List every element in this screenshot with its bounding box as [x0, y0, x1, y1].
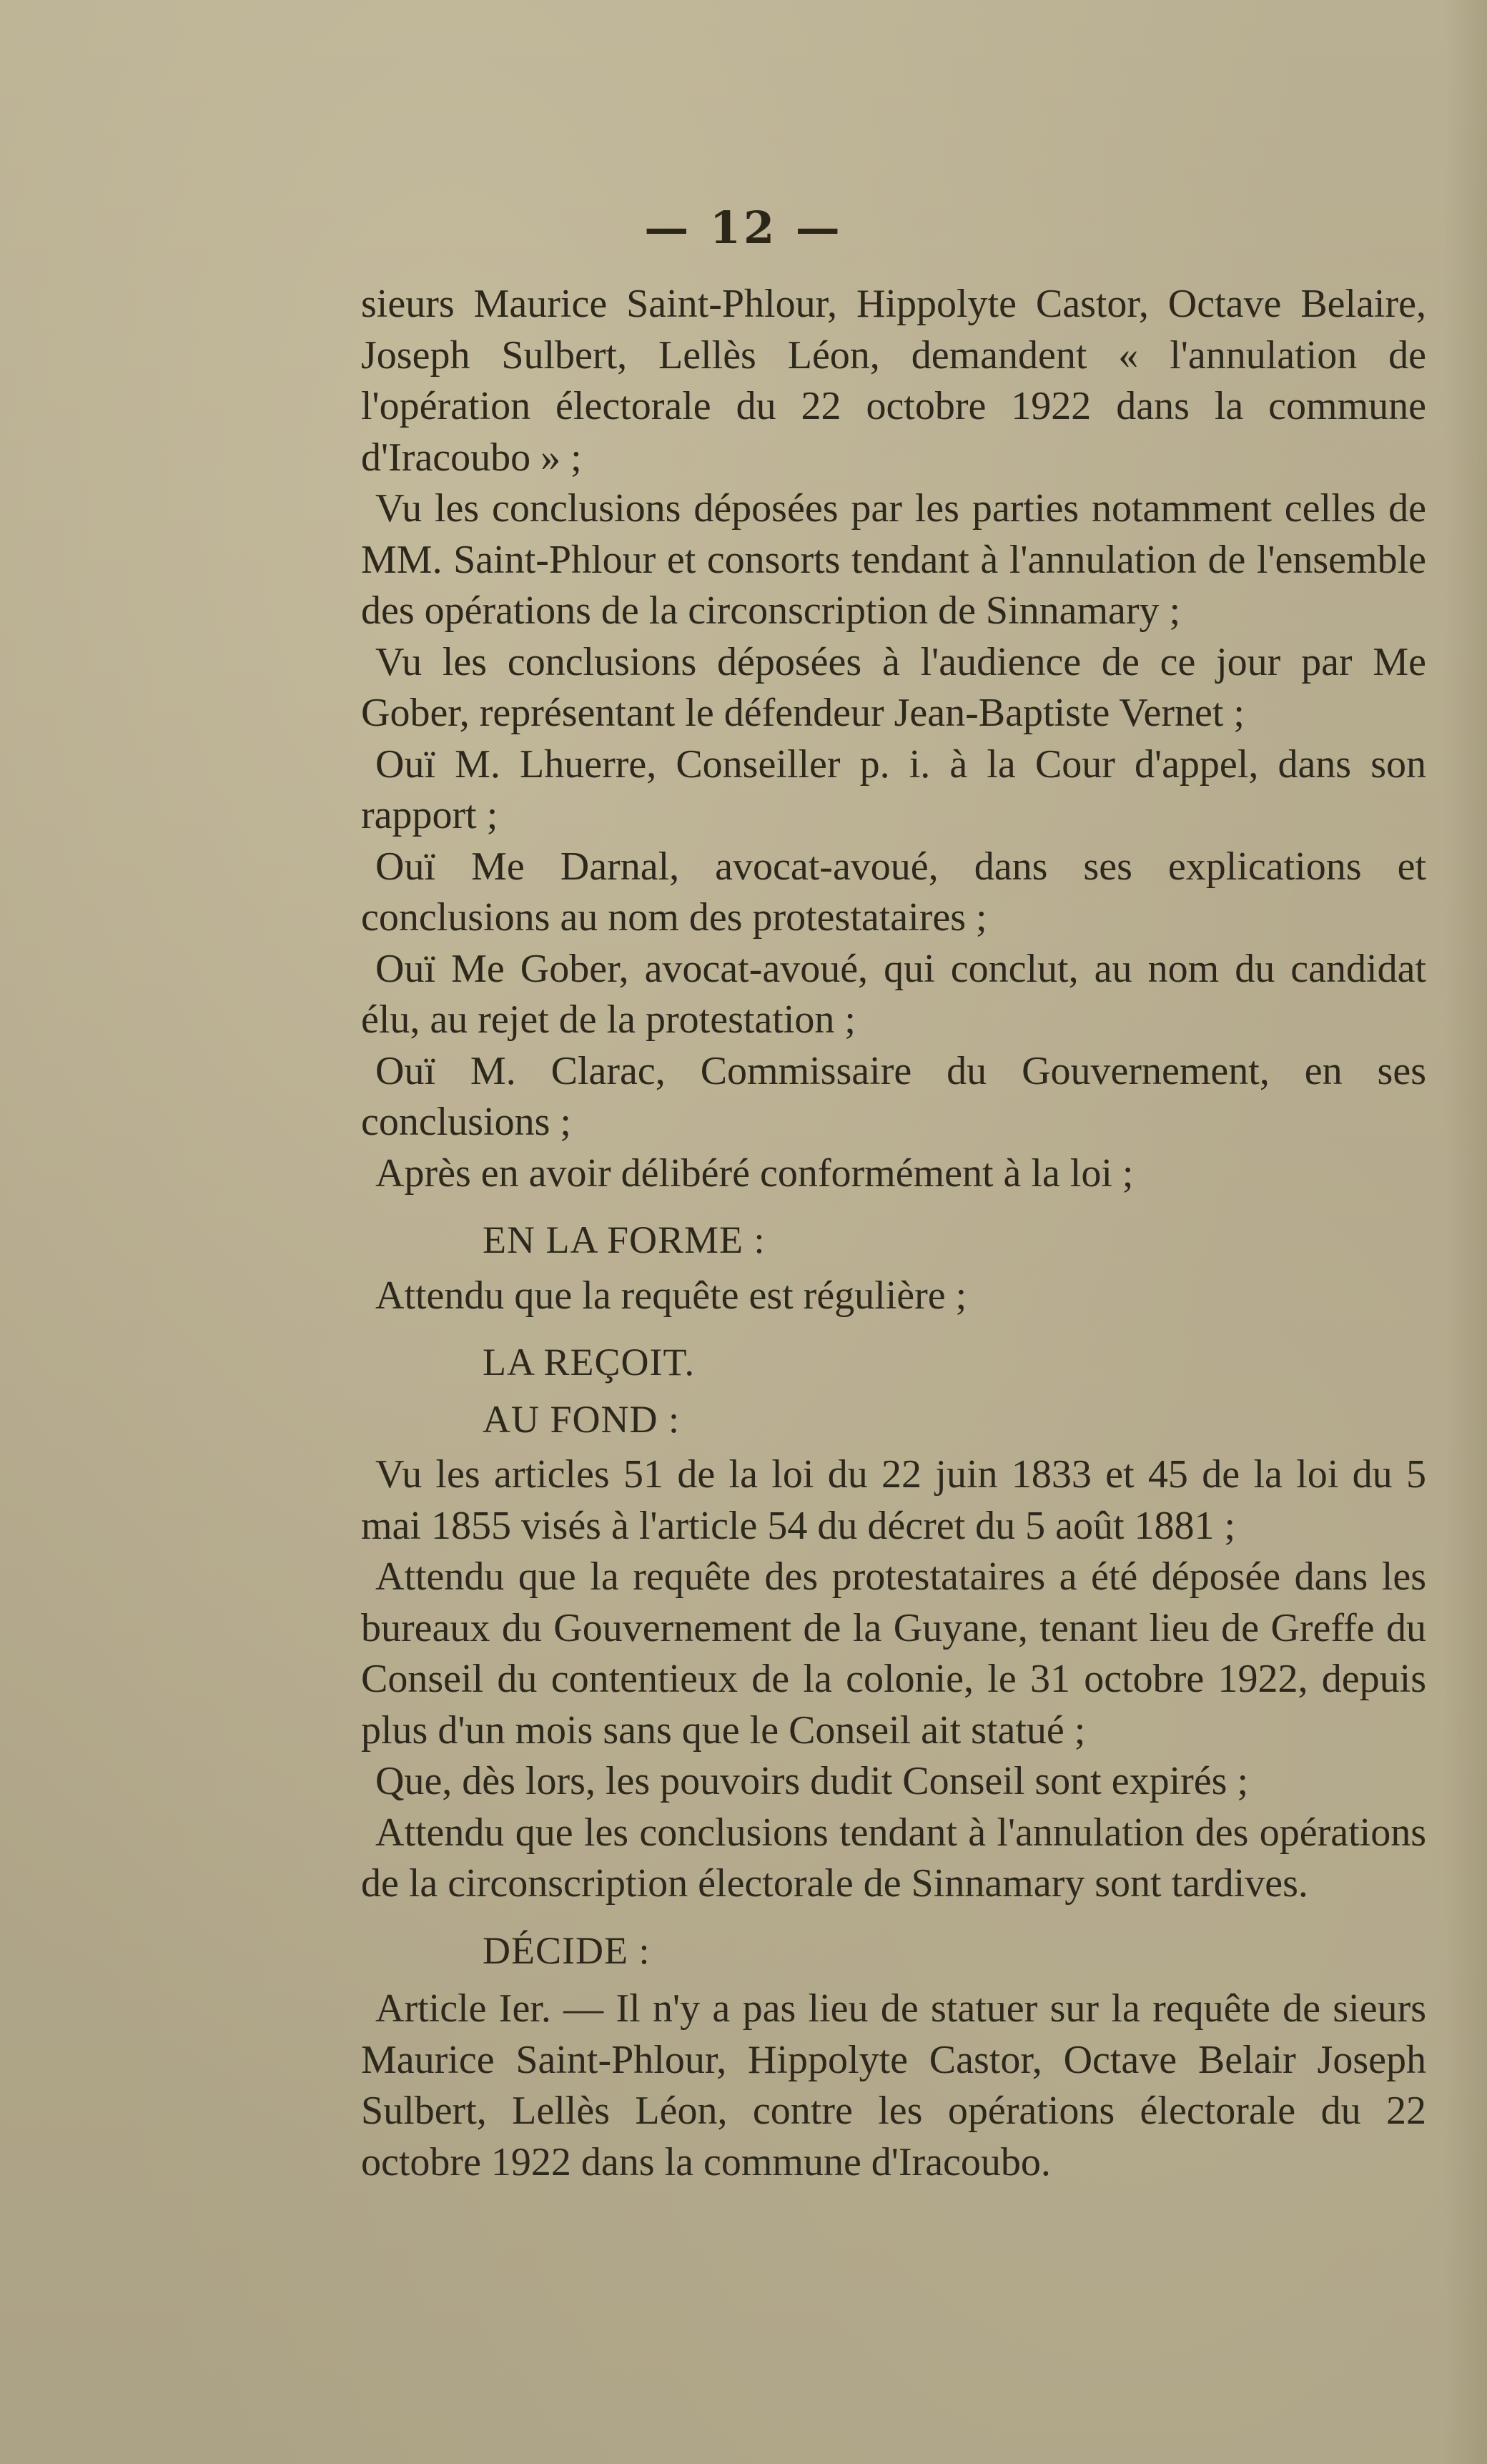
paragraph-oui-darnal: Ouï Me Darnal, avocat-avoué, dans ses explications et conclusions au nom des protestataires ;: [361, 844, 1426, 940]
heading-la-recoit: LA REÇOIT.: [483, 1341, 695, 1384]
paragraph-article-1: Article Ier. — Il n'y a pas lieu de statuer sur la requête de sieurs Maurice Saint-Phlour, Hippolyte Castor, Octave Belair Joseph Sulbert, Lellès Léon, contre les opérations électorale du 22 octobre 1922 dans la commune d'Iracoubo.: [361, 1986, 1426, 2184]
paragraph-conclusions-audience: Vu les conclusions déposées à l'audience de ce jour par Me Gober, représentant le défendeur Jean-Baptiste Vernet ;: [361, 639, 1426, 735]
paragraph-requete-reguliere: Attendu que la requête est régulière ;: [375, 1273, 967, 1318]
heading-au-fond: AU FOND :: [483, 1397, 681, 1441]
paragraph-oui-clarac: Ouï M. Clarac, Commissaire du Gouvernement, en ses conclusions ;: [361, 1048, 1426, 1144]
document-body: [361, 279, 1426, 2188]
heading-decide: DÉCIDE :: [483, 1928, 651, 1972]
paragraph-oui-lhuerre: Ouï M. Lhuerre, Conseiller p. i. à la Cour d'appel, dans son rapport ;: [361, 741, 1426, 837]
paragraph-vu-articles: Vu les articles 51 de la loi du 22 juin 1833 et 45 de la loi du 5 mai 1855 visés à l'article 54 du décret du 5 août 1881 ;: [361, 1452, 1426, 1548]
paragraph-apres-delibere: Après en avoir délibéré conformément à la loi ;: [375, 1150, 1134, 1196]
page-number: — 12 —: [644, 202, 843, 254]
paragraph-conclusions-parties: Vu les conclusions déposées par les parties notamment celles de MM. Saint-Phlour et consorts tendant à l'annulation de l'ensemble des opérations de la circonscription de Sinnamary ;: [361, 486, 1426, 633]
paragraph-oui-gober: Ouï Me Gober, avocat-avoué, qui conclut, au nom du candidat élu, au rejet de la protestation ;: [361, 946, 1426, 1042]
paragraph-requete: sieurs Maurice Saint-Phlour, Hippolyte Castor, Octave Belaire, Joseph Sulbert, Lellès Léon, demandent « l'annulation de l'opération électorale du 22 octobre 1922 dans la commune d'Iracoubo » ;: [361, 282, 1426, 480]
paragraph-attendu-depot: Attendu que la requête des protestataires a été déposée dans les bureaux du Gouvernement de la Guyane, tenant lieu de Greffe du Conseil du contentieux de la colonie, le 31 octobre 1922, depuis plus d'un mois sans que le Conseil ait statué ;: [361, 1554, 1426, 1753]
heading-en-la-forme: EN LA FORME :: [483, 1218, 766, 1261]
paragraph-pouvoirs-expires: Que, dès lors, les pouvoirs dudit Conseil sont expirés ;: [375, 1759, 1249, 1803]
paragraph-conclusions-tardives: Attendu que les conclusions tendant à l'annulation des opérations de la circonscription électorale de Sinnamary sont tardives.: [361, 1810, 1426, 1906]
